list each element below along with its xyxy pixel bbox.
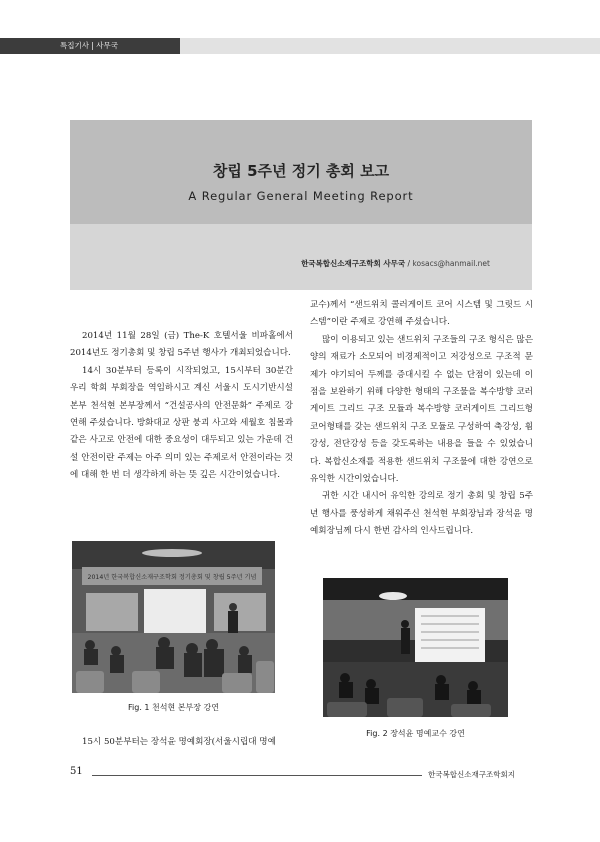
left-column: [70, 328, 293, 485]
page-number: 51: [70, 766, 83, 777]
figure-1-photo: [72, 541, 275, 693]
right-paragraph-2: 많이 이용되고 있는 샌드위치 구조들의 구조 형식은 많은 양의 재료가 소모되어 비경제적이고 저강성으로 구조적 문제가 야기되어 두께를 증대시킬 수 없는 단점이 있는데 이 점을 보완하기 위해 다양한 형태의 구조물을 복수방향 코러게이트 그리드 구조 모듈과 복수방향 코러게이트 그리드형 코어형태를 갖는 샌드위치 구조 모듈로 구성하여 축강성, 휨강성, 전단강성 등을 갖도록하는 내용을 들을 수 있었습니다. 복합신소재를 적용한 샌드위치 구조물에 대한 강연으로 유익한 시간이었습니다.: [310, 334, 533, 485]
left-paragraph-2: 14시 30분부터 등록이 시작되었고, 15시부터 30분간 우리 학회 부회장을 역임하시고 계신 서울시 도시기반시설본부 천석현 본부장께서 “건설공사의 안전문화” 주제로 강연해 주셨습니다. 방화대교 상판 붕괴 사고와 세월호 침몰과 같은 사고로 안전에 대한 중요성이 대두되고 있는 가운데 건설 안전이란 주제는 아주 의미 있는 주제로서 안전이라는 것에 대해 한 번 더 생각하게 하는 뜻 깊은 시간이었습니다.: [70, 365, 293, 481]
section-label: 특집기사 | 사무국: [0, 38, 180, 54]
author-separator: /: [407, 259, 411, 268]
author-email: kosacs@hanmail.net: [412, 259, 490, 268]
figure-1-caption: Fig. 1 천석현 본부장 강연: [128, 703, 219, 712]
article-title-english: A Regular General Meeting Report: [188, 189, 414, 203]
header-rule: [180, 38, 600, 54]
left-paragraph-1: 2014년 11월 28일 (금) The-K 호텔서울 비파홀에서 2014년도 정기총회 및 창립 5주년 행사가 개최되었습니다.: [70, 331, 293, 359]
article-title-korean: 창립 5주년 정기 총회 보고: [212, 162, 390, 180]
figure-2-photo: [323, 578, 508, 717]
section-header-band: [0, 38, 600, 54]
title-block: [70, 120, 532, 224]
event-banner-text: 2014년 한국복합신소재구조학회 정기총회 및 창립 5주년 기념: [87, 574, 257, 581]
right-paragraph-1: 교수)께서 “샌드위치 콜러게이트 코어 시스템 및 그릿드 시스템”이란 주제로 강연해 주셨습니다.: [310, 300, 533, 328]
lecture-hall-photo-2: [323, 578, 508, 717]
figure-2-caption: Fig. 2 장석윤 명예교수 강연: [366, 729, 465, 738]
journal-name: 한국복합신소재구조학회지: [428, 770, 515, 779]
right-column: [310, 297, 533, 541]
author-block: [70, 224, 532, 290]
author-organization: 한국복합신소재구조학회 사무국: [301, 259, 406, 268]
footer-rule: [92, 775, 422, 776]
left-paragraph-3: 15시 50분부터는 장석윤 명예회장(서울시립대 명예: [82, 737, 276, 747]
lecture-hall-photo-1: [72, 541, 275, 693]
author-line: [301, 258, 490, 269]
right-paragraph-3: 귀한 시간 내시어 유익한 강의로 정기 총회 및 창립 5주년 행사를 풍성하게 채워주신 천석현 부회장님과 장석윤 명예회장님께 다시 한번 감사의 인사드립니다.: [310, 491, 533, 537]
